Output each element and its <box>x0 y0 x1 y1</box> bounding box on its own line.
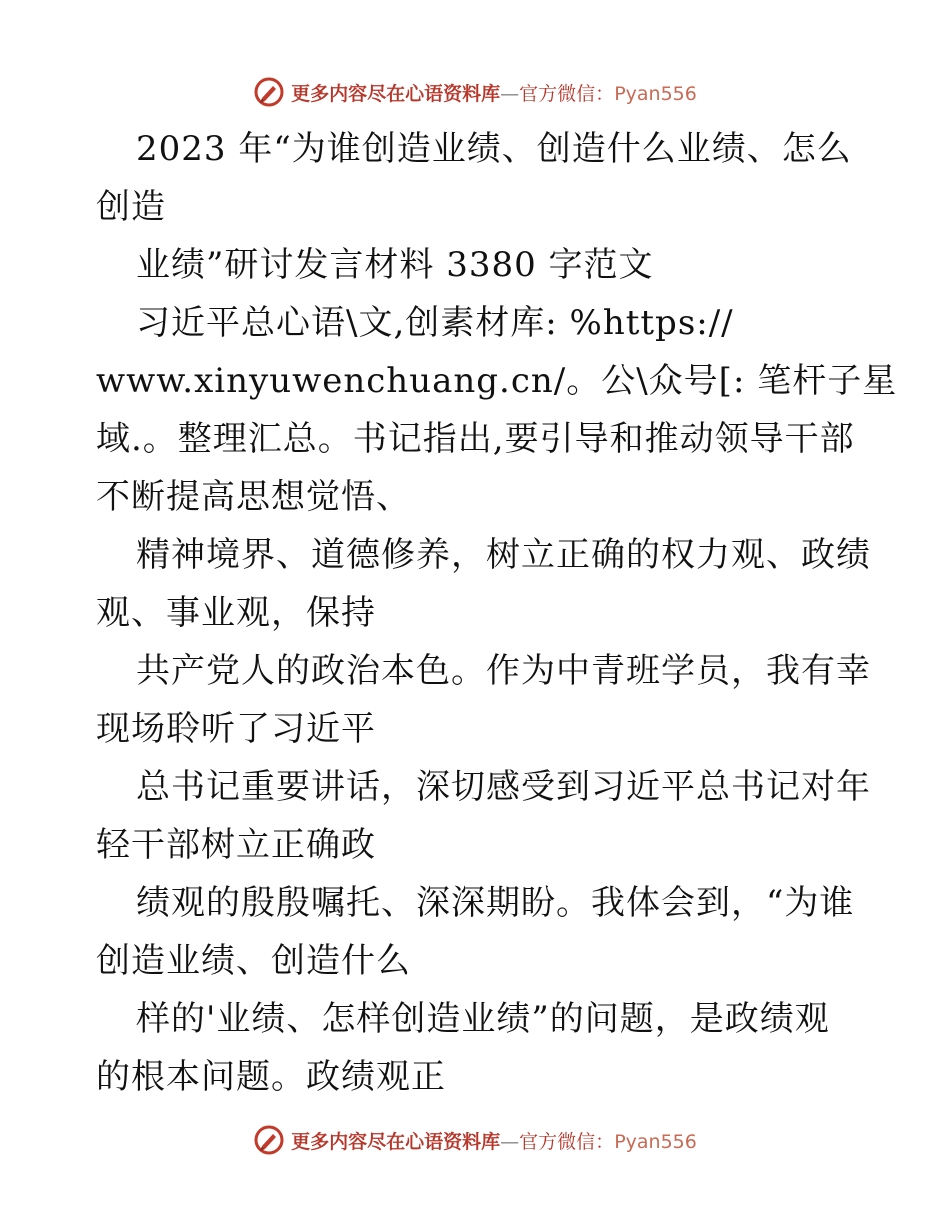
watermark-brand: 更多内容尽在心语资料库 <box>291 1130 501 1153</box>
title-line-2: 创造 <box>96 187 166 227</box>
paragraph-line: 不断提高思想觉悟、 <box>96 477 411 517</box>
title-line-1: 2023 年“为谁创造业绩、创造什么业绩、怎么 <box>136 129 852 169</box>
paragraph-line: 现场聆听了习近平 <box>96 709 376 749</box>
paragraph-line: 总书记重要讲话，深切感受到习近平总书记对年 <box>136 767 871 807</box>
paragraph-line: 轻干部树立正确政 <box>96 825 376 865</box>
pen-logo-icon <box>253 1124 285 1156</box>
paragraph-line: 共产党人的政治本色。作为中青班学员，我有幸 <box>136 651 871 691</box>
header-watermark <box>0 72 950 112</box>
watermark-official: 官方微信： <box>519 82 615 105</box>
watermark-handle: Pyan556 <box>614 82 697 105</box>
title-line-3: 业绩”研讨发言材料 3380 字范文 <box>136 245 654 285</box>
paragraph-line: 习近平总心语\文,创素材库: %https:// <box>136 303 734 343</box>
watermark-official: 官方微信： <box>519 1130 615 1153</box>
paragraph-line: 创造业绩、创造什么 <box>96 941 411 981</box>
paragraph-line: 精神境界、道德修养，树立正确的权力观、政绩 <box>136 535 871 575</box>
watermark-handle: Pyan556 <box>614 1130 697 1153</box>
paragraph-line: 的根本问题。政绩观正 <box>96 1057 446 1097</box>
pen-logo-icon <box>253 76 285 108</box>
watermark-brand: 更多内容尽在心语资料库 <box>291 82 501 105</box>
paragraph-line: 样的'业绩、怎样创造业绩”的问题，是政绩观 <box>136 999 830 1039</box>
watermark-separator: — <box>500 82 520 105</box>
footer-watermark <box>0 1120 950 1160</box>
paragraph-line: www.xinyuwenchuang.cn/。公\众号[: 笔杆子星 <box>96 361 898 401</box>
watermark-text <box>291 79 697 106</box>
watermark-separator: — <box>500 1130 520 1153</box>
paragraph-line: 绩观的殷殷嘱托、深深期盼。我体会到，“为谁 <box>136 883 855 923</box>
paragraph-line: 观、事业观，保持 <box>96 593 376 633</box>
document-body <box>96 120 898 1106</box>
paragraph-line: 域.。整理汇总。书记指出,要引导和推动领导干部 <box>96 419 855 459</box>
watermark-text <box>291 1127 697 1154</box>
